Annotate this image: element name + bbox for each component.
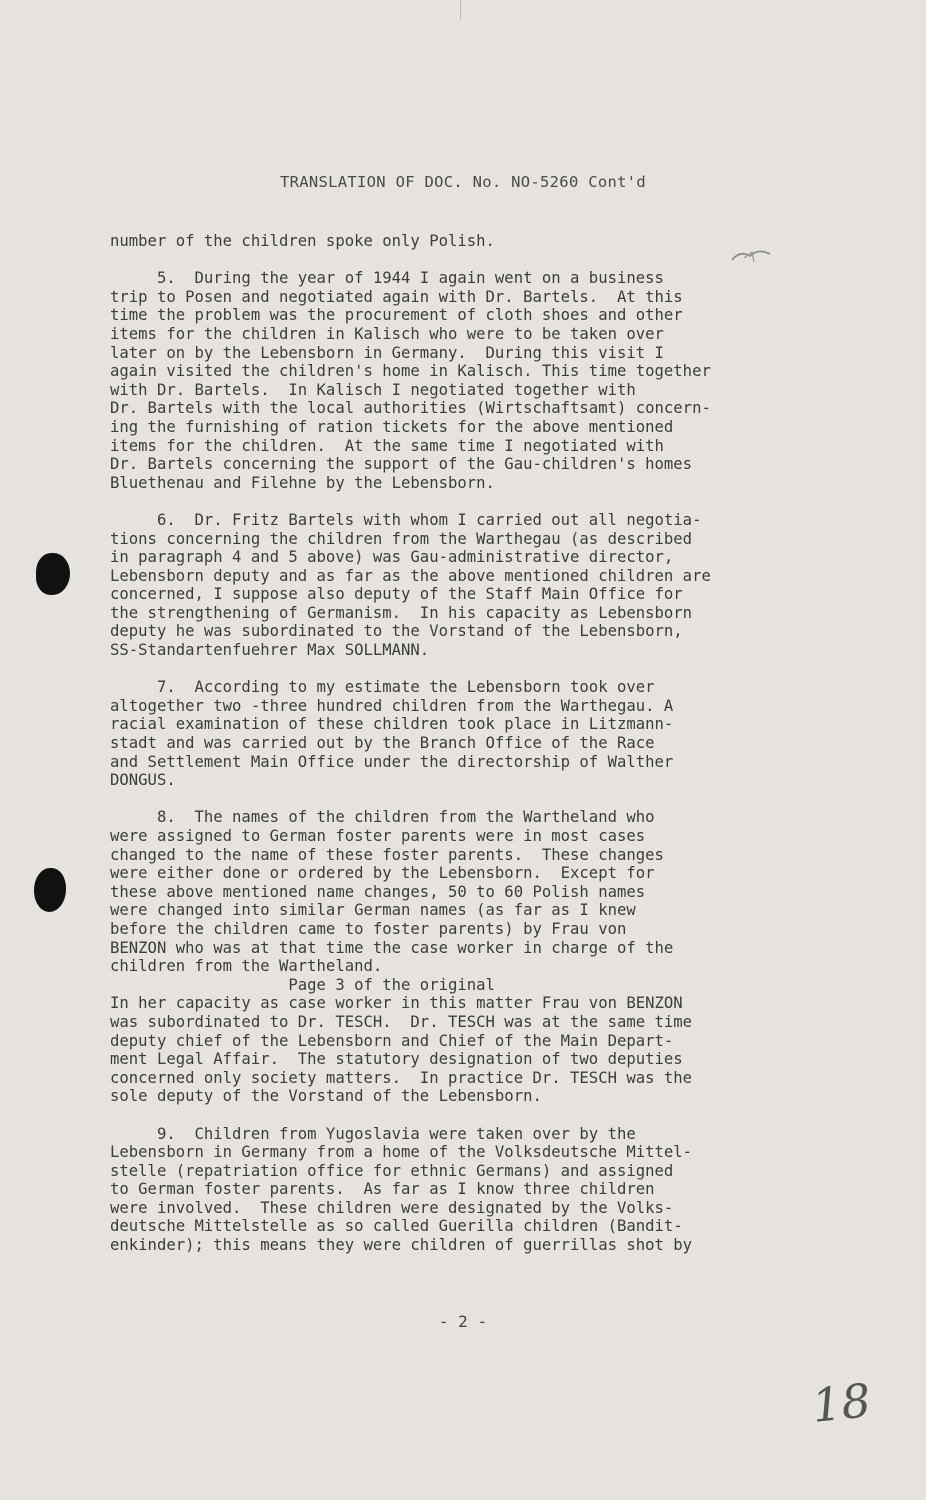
- punch-hole-icon: [34, 868, 66, 912]
- paragraph-8: 8. The names of the children from the Wartheland who were assigned to German foster parents were in most cases changed to the name of these foster parents. These changes were either done or ordered by the Lebensborn. Except for these above mentioned name changes, 50 to 60 Polish names were changed into similar German names (as far as I knew before the children came to foster parents) by Frau von BENZON who was at that time the case worker in charge of the children from the Wartheland.: [110, 808, 674, 976]
- page-number: - 2 -: [438, 1312, 488, 1331]
- paragraph-8-continued: In her capacity as case worker in this matter Frau von BENZON was subordinated to Dr. TESCH. Dr. TESCH was at the same time deputy chief of the Lebensborn and Chief of the Main Depart- ment Legal Affair. The statutory designation of two deputies concerned only society matters. In practice Dr. TESCH was the sole deputy of the Vorstand of the Lebensborn.: [110, 994, 693, 1106]
- punch-hole-icon: [36, 553, 70, 595]
- paragraph-7: 7. According to my estimate the Lebensborn took over altogether two -three hundred children from the Warthegau. A racial examination of these children took place in Litzmann- stadt and was carried out by the Branch Office of the Race and Settlement Main Office under the directorship of Walther DONGUS.: [110, 678, 674, 790]
- original-page-marker: Page 3 of the original: [110, 975, 495, 994]
- paragraph-5: 5. During the year of 1944 I again went on a business trip to Posen and negotiated again with Dr. Bartels. At this time the problem was the procurement of cloth shoes and other items for the children in Kalisch who were to be taken over later on by the Lebensborn in Germany. During this visit I again visited the children's home in Kalisch. This time together with Dr. Bartels. In Kalisch I negotiated together with Dr. Bartels with the local authorities (Wirtschaftsamt) concern- ing the furnishing of ration tickets for the above mentioned items for the children. At the same time I negotiated with Dr. Bartels concerning the support of the Gau-children's homes Bluethenau and Filehne by the Lebensborn.: [110, 269, 711, 492]
- paragraph-continuation: number of the children spoke only Polish.: [110, 232, 495, 250]
- paragraph-6: 6. Dr. Fritz Bartels with whom I carried out all negotia- tions concerning the children from the Warthegau (as described in paragraph 4 and 5 above) was Gau-administrative director, Lebensborn deputy and as far as the above mentioned children are concerned, I suppose also deputy of the Staff Main Office for the strengthening of Germanism. In his capacity as Lebensborn deputy he was subordinated to the Vorstand of the Lebensborn, SS-Standartenfuehrer Max SOLLMANN.: [110, 510, 711, 660]
- document-header: TRANSLATION OF DOC. No. NO-5260 Cont'd: [279, 173, 646, 191]
- document-body: [110, 232, 870, 1255]
- handwritten-page-number: 18: [809, 1373, 874, 1433]
- paragraph-9: 9. Children from Yugoslavia were taken over by the Lebensborn in Germany from a home of the Volksdeutsche Mittel- stelle (repatriation office for ethnic Germans) and assigned to German foster parents. As far as I know three children were involved. These children were designated by the Volks- deutsche Mittelstelle as so called Guerilla children (Bandit- enkinder); this means they were children of guerrillas shot by: [110, 1124, 693, 1255]
- page-fold-mark: [460, 0, 461, 20]
